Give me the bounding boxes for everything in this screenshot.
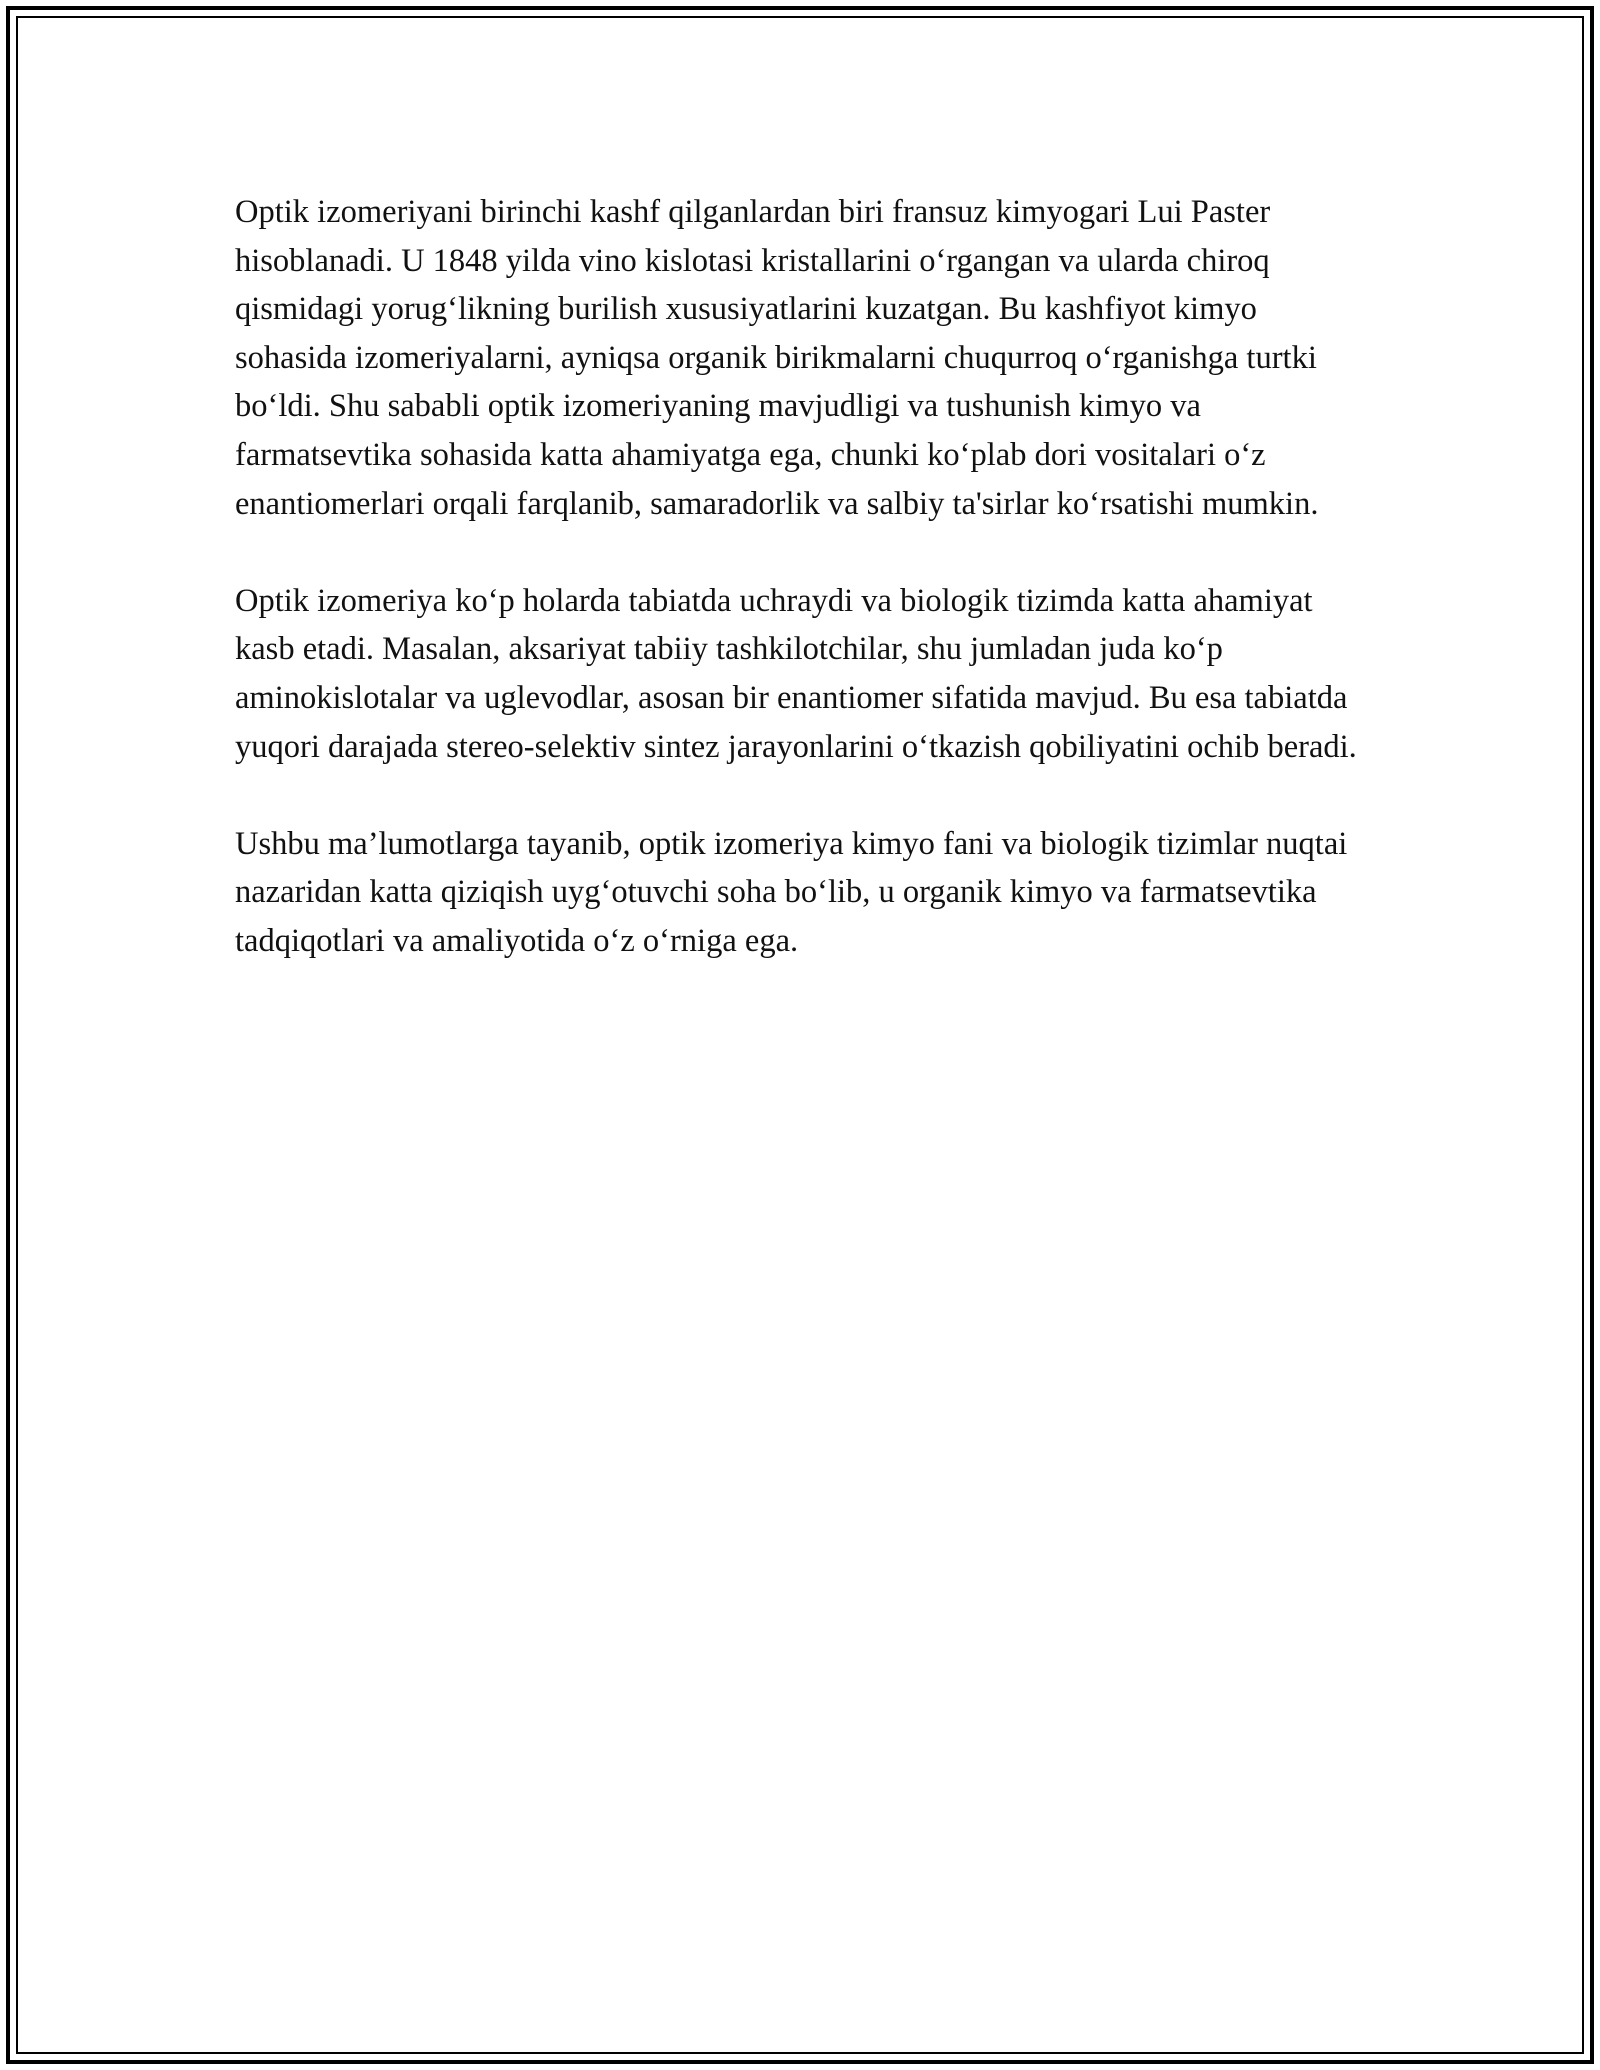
document-body [235, 188, 1375, 1014]
paragraph-nature: Optik izomeriya koʻp holarda tabiatda uchraydi va biologik tizimda katta ahamiyat kasb etadi. Masalan, aksariyat tabiiy tashkilotchilar, shu jumladan juda koʻp aminokislotalar va uglevodlar, asosan bir enantiomer sifatida mavjud. Bu esa tabiatda yuqori darajada stereo-selektiv sintez jarayonlarini oʻtkazish qobiliyatini ochib beradi. [235, 582, 1357, 765]
paragraph-history: Optik izomeriyani birinchi kashf qilganlardan biri fransuz kimyogari Lui Paster hisoblanadi. U 1848 yilda vino kislotasi kristallarini oʻrgangan va ularda chiroq qismidagi yorugʻlikning burilish xususiyatlarini kuzatgan. Bu kashfiyot kimyo sohasida izomeriyalarni, ayniqsa organik birikmalarni chuqurroq oʻrganishga turtki boʻldi. Shu sababli optik izomeriyaning mavjudligi va tushunish kimyo va farmatsevtika sohasida katta ahamiyatga ega, chunki koʻplab dori vositalari oʻz enantiomerlari orqali farqlanib, samaradorlik va salbiy ta'sirlar koʻrsatishi mumkin. [235, 194, 1319, 522]
paragraph-conclusion: Ushbu ma’lumotlarga tayanib, optik izomeriya kimyo fani va biologik tizimlar nuqtai nazaridan katta qiziqish uygʻotuvchi soha boʻlib, u organik kimyo va farmatsevtika tadqiqotlari va amaliyotida oʻz oʻrniga ega. [235, 825, 1348, 959]
